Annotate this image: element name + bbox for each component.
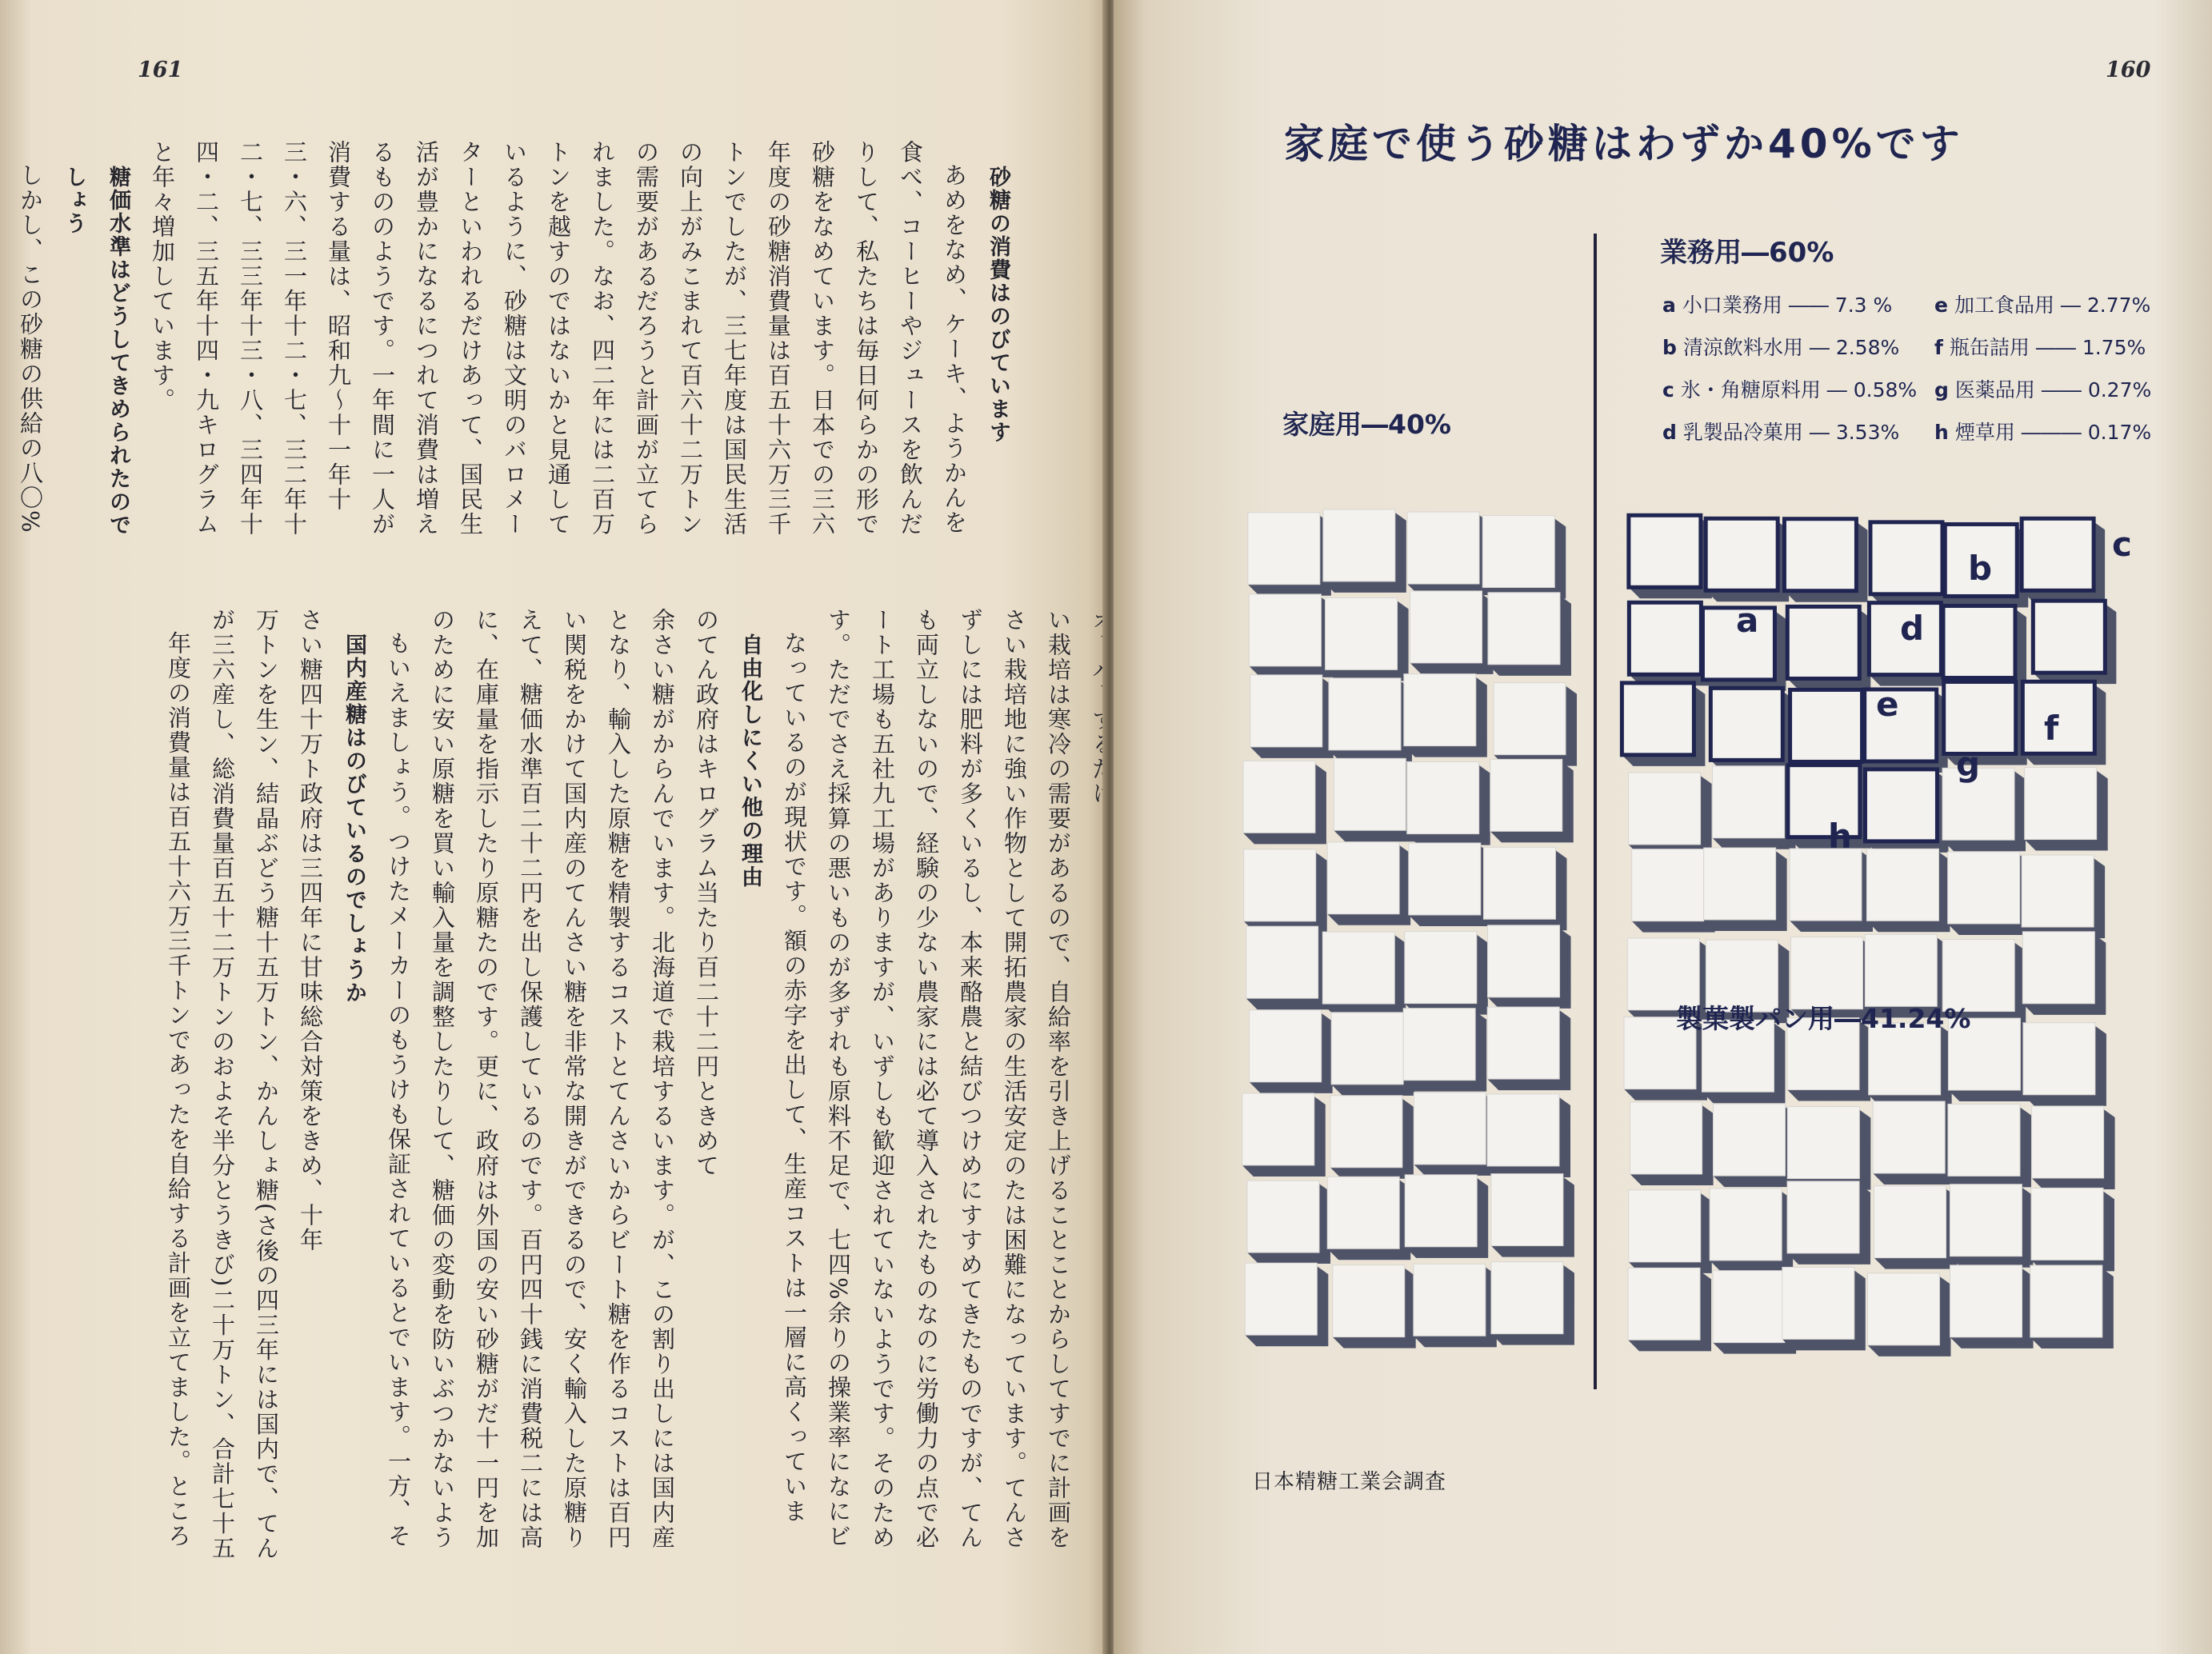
sugar-cube (1704, 848, 1787, 931)
sugar-cube (1322, 932, 1406, 1015)
sugar-cube (1330, 1096, 1414, 1179)
sugar-cube (1782, 1267, 1866, 1350)
sugar-cube (1244, 849, 1327, 933)
sugar-cube (1248, 513, 1331, 596)
sugar-cube (1710, 1189, 1793, 1272)
sugar-cube (1491, 1262, 1574, 1345)
sugar-cube (1787, 1181, 1870, 1264)
sugar-cube (1333, 1265, 1416, 1348)
sugar-cube (1948, 852, 2031, 935)
sugar-cube (2022, 932, 2106, 1015)
sugar-cube (1488, 593, 1571, 676)
sugar-cube (1331, 1013, 1414, 1096)
sugar-cube (1942, 768, 2026, 851)
sugar-cube (1407, 762, 1490, 845)
sugar-cube (1410, 591, 1494, 674)
sugar-cube (1246, 926, 1330, 1009)
business-use-label: 業務用―60% (1660, 237, 1834, 269)
sugar-cube (1710, 688, 1794, 771)
sugar-cube (1629, 773, 1712, 856)
legend-item-c: c 氷・角糖原料用 ― 0.58% (1662, 378, 1918, 402)
source-credit: 日本精糖工業会調査 (1252, 1470, 1447, 1494)
legend-item-d: d 乳製品冷菓用 ― 3.53% (1662, 421, 1900, 444)
sugar-cube (1242, 1093, 1326, 1177)
sugar-cube (1405, 1175, 1488, 1258)
sugar-cube (1712, 766, 1795, 849)
sugar-cube (1866, 849, 1950, 932)
sugar-cube (1249, 594, 1332, 677)
sugar-cube (1250, 675, 1334, 758)
sugar-cube (2022, 855, 2105, 938)
sugar-cube (1943, 606, 2026, 689)
sugar-cube (1327, 842, 1410, 925)
sugar-cube (1632, 849, 1715, 933)
sugar-cube (1790, 689, 1874, 773)
legend-item-f: f 瓶缶詰用 ―― 1.75% (1934, 336, 2146, 359)
cube-letter-e: e (1876, 685, 1899, 724)
sugar-cube (1867, 1273, 1950, 1356)
sugar-cube (1483, 847, 1566, 930)
sugar-cube (1243, 761, 1326, 844)
legend-item-b: b 清涼飲料水用 ― 2.58% (1662, 336, 1900, 359)
sugar-cube (1487, 1094, 1570, 1177)
heading-other-reasons: 自由化しにくい他の理由 (738, 633, 762, 889)
paragraph: 年度の消費量は百五十六万三千トンであったを自給する計画を立てました。ところが三六産し、総消費量百五十二万トンのおよそ半分とうきび)二十万トン、合計七十五万トンを生ン、結晶ぶどう糖十五万トン、かんしょ糖(さ後の四三年には国内で、てんさい糖四十万ト政府は三四年に甘味総合対策をきめ、十年 (165, 608, 324, 1561)
cube-letter-d: d (1900, 609, 1925, 648)
legend-item-h: h 煙草用 ――― 0.17% (1934, 421, 2152, 444)
heading-domestic-sugar: 国内産糖はのびているのでしょうか (342, 633, 366, 1005)
sugar-cube (1950, 1265, 2034, 1348)
page-number-left: 161 (138, 58, 183, 82)
sugar-cube (2032, 1106, 2115, 1189)
paragraph: しかし、この砂糖の供給の八〇% (17, 163, 44, 534)
sugar-cube (1784, 519, 1867, 602)
chart-title: 家庭で使う砂糖はわずか40%です (1284, 121, 1964, 167)
sugar-cube (1950, 1185, 2033, 1268)
cube-letter-a: a (1736, 601, 1759, 640)
sugar-cube (1403, 1009, 1486, 1092)
sugar-cube (1622, 683, 1705, 766)
sugar-cube (1487, 1007, 1570, 1090)
sugar-cube (1409, 843, 1492, 926)
sugar-cube (1488, 925, 1571, 1009)
heading-sugar-consumption: 砂糖の消費はのびています (986, 166, 1010, 445)
heading-sugar-price-level: 糖価水準はどうしてきめられたのでしょう (62, 166, 130, 537)
sugar-cube (1329, 678, 1412, 761)
sugar-cube (1629, 602, 1712, 685)
sugar-cube (1787, 606, 1870, 689)
cube-letter-h: h (1828, 817, 1852, 856)
sugar-cube (1865, 769, 1948, 853)
sugar-cube (1714, 1104, 1797, 1187)
cube-letter-c: c (2112, 525, 2132, 564)
sugar-cube (2031, 1188, 2114, 1271)
legend-item-a: a 小口業務用 ―― 7.3 % (1662, 294, 1893, 317)
sugar-cube (1323, 509, 1406, 593)
sugar-cube (1494, 683, 1577, 766)
paragraph: あめをなめ、ケーキ、ようかんを食べ、コーヒーやジュースを飲んだりして、私たちは毎日何らかの形で砂糖をなめています。日本での三六年度の砂糖消費量は百五十六万三千トンでしたが、三七年度は国民生活の向上がみこまれて百六十二万トンの需要があるだろうと計画が立てられました。なお、四二年には二百万トンを越すのではないかと見通しているように、砂糖は文明のバロメーターといわれるだけあって、国民生活が豊かになるにつれて消費は増えるもののようです。一年間に一人が消費する量は、昭和九〜十一年十三・六、三一年十二・七、三二年十二・七、三三年十三・八、三四年十四・二、三五年十四・九キログラムと年々増加しています。 (149, 140, 968, 537)
home-business-divider (1594, 234, 1597, 1389)
sugar-cube (1326, 597, 1409, 681)
sugar-cube (1250, 1010, 1333, 1093)
sugar-cube (1482, 516, 1566, 599)
sugar-cube (1873, 1101, 1956, 1185)
sugar-cube (1630, 1102, 1714, 1185)
sugar-cube (1327, 1177, 1410, 1260)
sugar-cube (2030, 1265, 2114, 1348)
sugar-cube (1407, 512, 1490, 595)
sugar-cube (2022, 681, 2106, 765)
bakery-use-label: 製菓製パン用―41.24% (1676, 1003, 1971, 1034)
sugar-cube (1414, 1264, 1497, 1347)
home-use-label: 家庭用―40% (1282, 409, 1451, 440)
legend-item-g: g 医薬品用 ―― 0.27% (1934, 378, 2152, 402)
cube-letter-f: f (2044, 709, 2059, 748)
sugar-cube (1490, 759, 1574, 842)
paragraph: もいえましょう。つけたメーカーのもうけも保証されているとでいます。一方、そのために安い原糖を買い輸入量を調整したりして、糖価の変動を防いぶつかないように、在庫量を指示したり原糖たのです。更に、政府は外国の安い砂糖がだ十一円を加えて、糖価水準百二十二円を出し保護しているのです。百円四十銭に消費税二には高い関税をかけて国内産のてんさい糖を非常な開きができるので、安く輸入した原糖りとなり、輸入した原糖を精製するコストとてんさいからビート糖を作るコストは百円余さい糖がからんでいます。北海道で栽培するいます。が、この割り出しには国内産のてん政府はキログラム当たり百二十二円ときめて (385, 608, 720, 1550)
cube-letter-g: g (1956, 745, 1981, 784)
sugar-cube (1245, 1263, 1328, 1346)
sugar-cube (1247, 1181, 1330, 1264)
paragraph: なっているのが現状です。額の赤字を出して、生産コストは一層に高くっています。ただでさえ採算の悪いものが多ずれも原料不足で、七四%余りの操業率になにビート工場も五社九工場がありますが、いずしも歓迎されていないようです。そのためも両立しないので、経験の少ない農家には必て導入されたものなのに労働力の点で必ずしには肥料が多くいるし、本来酪農と結びつけめにすすめてきたものですが、てんさい栽培地に強い作物として開拓農家の生活安定のたは困難になっています。てんさい栽培は寒冷の需要があるので、自給率を引き上げることことからしてすでに計画を (781, 608, 1072, 1550)
sugar-cube (1870, 522, 1954, 605)
sugar-cube (2022, 518, 2105, 601)
sugar-cube (1491, 1174, 1574, 1257)
sugar-cube (1948, 1104, 2031, 1187)
sugar-cube (1405, 932, 1488, 1015)
sugar-cube (1414, 1093, 1497, 1176)
sugar-cube (2033, 601, 2116, 684)
sugar-cube (1628, 1268, 1711, 1351)
sugar-cube (2023, 1023, 2106, 1106)
sugar-cube (1404, 674, 1487, 757)
sugar-cube (1787, 1107, 1870, 1190)
sugar-cube (1790, 849, 1873, 932)
legend-item-e: e 加工食品用 ― 2.77% (1934, 294, 2151, 317)
cube-letter-b: b (1968, 549, 1993, 588)
sugar-cube (1334, 758, 1417, 841)
sugar-cube (1629, 1190, 1712, 1273)
sugar-cube (1629, 515, 1712, 598)
sugar-cube (1874, 1186, 1958, 1269)
page-number-right: 160 (2106, 58, 2151, 82)
sugar-cube (1706, 518, 1789, 601)
sugar-cube (2025, 768, 2108, 851)
